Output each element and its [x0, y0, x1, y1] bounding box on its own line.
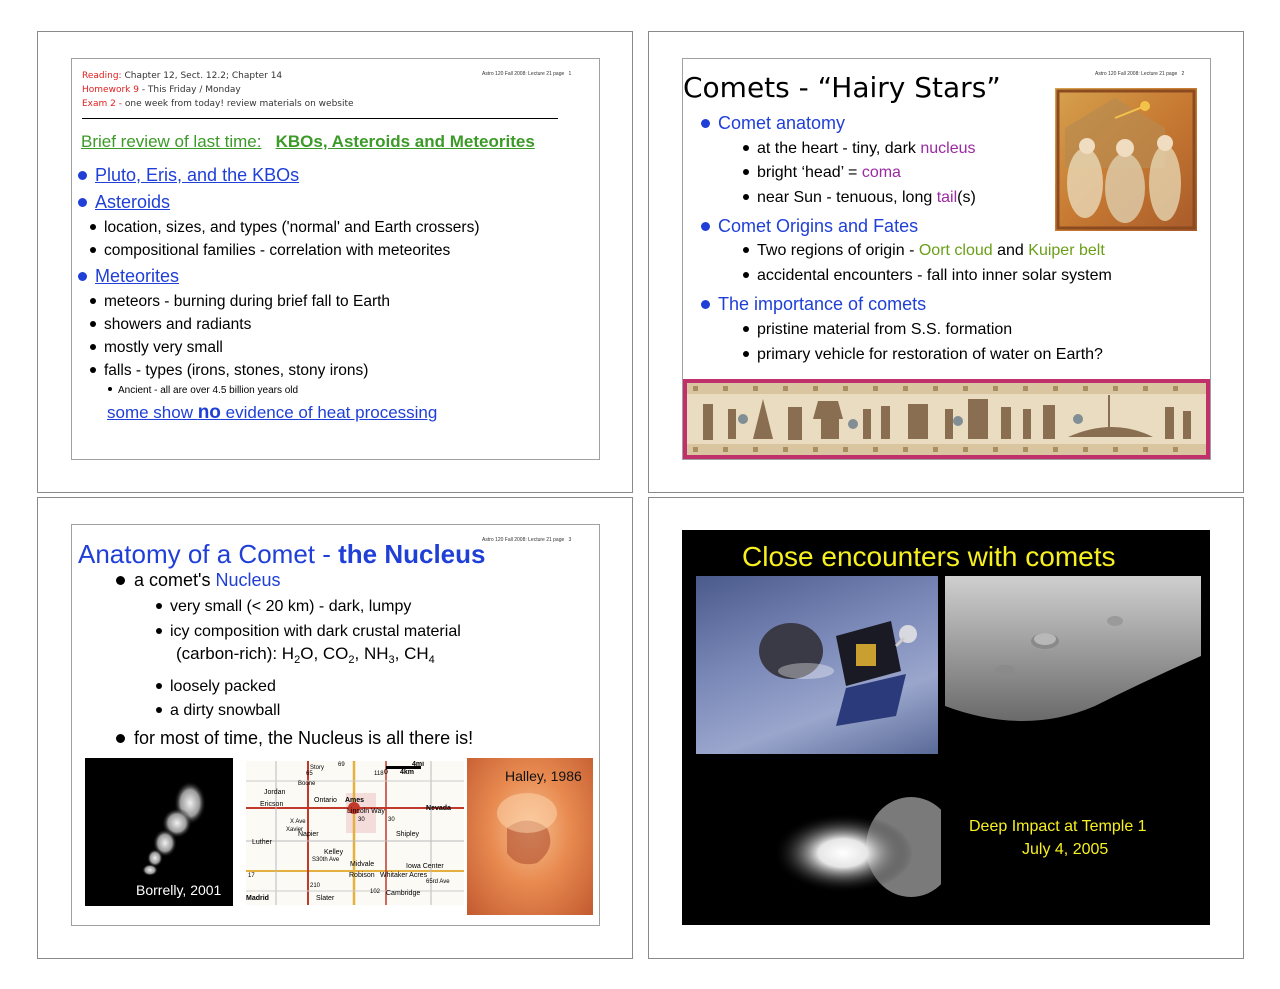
- list-item: Two regions of origin - Oort cloud and Kuiper belt: [743, 242, 1105, 260]
- lead-item: a comet's Nucleus: [116, 570, 281, 591]
- slide-title: Comets - “Hairy Stars”: [683, 71, 1001, 104]
- homework-line: [82, 85, 241, 95]
- bayeux-tapestry: [683, 379, 1210, 459]
- map-street: Boone: [298, 781, 316, 787]
- map-street: X Ave: [290, 819, 306, 825]
- reading-line: [82, 71, 282, 81]
- map-label: Luther: [252, 839, 272, 846]
- ames-map: [246, 761, 464, 905]
- spacecraft-illustration: [696, 576, 938, 754]
- homework-label: Homework 9: [82, 85, 139, 95]
- map-scale-km: 4km: [400, 769, 415, 776]
- bullet-icon: [701, 222, 710, 231]
- map-route: 65: [306, 771, 313, 777]
- course-tag-text: Astro 120 Fall 2008: Lecture 21 page: [482, 71, 565, 77]
- list-item: very small (< 20 km) - dark, lumpy: [156, 598, 411, 616]
- list-item: showers and radiants: [90, 316, 251, 334]
- list-item: mostly very small: [90, 339, 223, 357]
- list-item: location, sizes, and types ('normal' and Earth crossers): [90, 219, 480, 237]
- bullet-icon: [743, 145, 749, 151]
- sub-item: Ancient - all are over 4.5 billion years old: [108, 385, 298, 396]
- list-item: a dirty snowball: [156, 702, 280, 720]
- map-scale-zero: 0: [384, 769, 388, 776]
- list-item: icy composition with dark crustal material: [156, 623, 461, 641]
- map-label: Whitaker Acres: [380, 872, 428, 879]
- map-label: Ontario: [314, 797, 337, 804]
- list-item: compositional families - correlation with meteorites: [90, 242, 450, 260]
- review-prefix: Brief review of last time:: [81, 132, 262, 151]
- conclusion-item: for most of time, the Nucleus is all there is!: [116, 728, 473, 749]
- map-label: Kelley: [324, 849, 344, 856]
- list-item: at the heart - tiny, dark nucleus: [743, 140, 976, 158]
- bullet-icon: [116, 576, 125, 585]
- list-item: accidental encounters - fall into inner solar system: [743, 267, 1112, 285]
- bullet-icon: [743, 351, 749, 357]
- bullet-icon: [90, 247, 96, 253]
- list-item: meteors - burning during brief fall to Earth: [90, 293, 390, 311]
- review-topic: KBOs, Asteroids and Meteorites: [275, 132, 535, 151]
- exam-line: [82, 99, 354, 109]
- giotto-painting: [1055, 88, 1197, 231]
- exam-label: Exam 2 -: [82, 99, 122, 109]
- caption-line-2: July 4, 2005: [1022, 841, 1109, 858]
- map-label: Nevada: [426, 805, 451, 812]
- list-item: loosely packed: [156, 678, 276, 696]
- tempel-surface-image: [945, 576, 1201, 736]
- map-label: Napier: [298, 831, 319, 838]
- halley-image: [467, 758, 593, 915]
- slide-1: [71, 58, 600, 460]
- bullet-icon: [156, 683, 162, 689]
- bullet-icon: [743, 326, 749, 332]
- header-divider: [82, 118, 558, 119]
- bullet-icon: [701, 300, 710, 309]
- map-label: Jordan: [264, 789, 286, 796]
- evidence-line: some show no evidence of heat processing: [107, 402, 438, 423]
- heading-importance: The importance of comets: [701, 294, 926, 315]
- bullet-icon: [743, 247, 749, 253]
- map-street: S30th Ave: [312, 857, 340, 863]
- list-item: pristine material from S.S. formation: [743, 321, 1012, 339]
- page-number: 3: [568, 537, 572, 543]
- halley-caption: Halley, 1986: [505, 768, 582, 784]
- impact-flash: [761, 767, 941, 907]
- heading-origins: Comet Origins and Fates: [701, 216, 918, 237]
- map-label: Lincoln Way: [347, 808, 385, 815]
- map-label: Robison: [349, 872, 375, 879]
- map-route: 17: [248, 873, 255, 879]
- list-item: primary vehicle for restoration of water on Earth?: [743, 346, 1103, 364]
- borrelly-caption: Borrelly, 2001: [136, 882, 222, 898]
- course-tag: [482, 71, 571, 77]
- map-scale-mi: 4mi: [412, 761, 425, 768]
- slide-2: [682, 58, 1211, 460]
- exam-text: one week from today! review materials on website: [124, 99, 354, 109]
- bullet-icon: [108, 387, 112, 391]
- bullet-icon: [156, 603, 162, 609]
- map-route: 30: [358, 817, 365, 823]
- bullet-icon: [78, 171, 87, 180]
- section-title: Meteorites: [95, 266, 180, 286]
- review-heading: [81, 132, 535, 152]
- bullet-icon: [90, 367, 96, 373]
- bullet-icon: [90, 321, 96, 327]
- reading-text: Chapter 12, Sect. 12.2; Chapter 14: [124, 71, 283, 81]
- slide-4: [682, 530, 1210, 925]
- map-route: 69: [338, 762, 345, 768]
- list-item: bright ‘head’ = coma: [743, 164, 901, 182]
- course-tag: Astro 120 Fall 2008: Lecture 21 page 3: [482, 537, 572, 543]
- map-label: Slater: [316, 895, 335, 902]
- map-label: Shipley: [396, 831, 419, 838]
- map-route: 102: [370, 889, 381, 895]
- section-kbos: [78, 165, 299, 186]
- map-street: 65rd Ave: [426, 879, 450, 885]
- map-label: Iowa Center: [406, 863, 444, 870]
- impact-flash-image: [761, 767, 941, 907]
- bullet-icon: [743, 169, 749, 175]
- bullet-icon: [156, 707, 162, 713]
- section-title: Asteroids: [95, 192, 171, 212]
- borrelly-image: [85, 758, 233, 906]
- heading-anatomy: Comet anatomy: [701, 113, 845, 134]
- tempel-surface: [945, 576, 1201, 736]
- map-street: Xavier: [286, 827, 304, 833]
- reading-label: Reading:: [82, 71, 122, 81]
- homework-text: - This Friday / Monday: [141, 85, 241, 95]
- map-label: Ames: [345, 797, 365, 804]
- formula-line: (carbon-rich): $H_2O$, $CO_2$, $NH_3$, $CH_4$: [176, 644, 435, 666]
- list-item: falls - types (irons, stones, stony irons): [90, 362, 368, 380]
- map-route: 210: [310, 883, 321, 889]
- slide-3: [71, 524, 600, 926]
- slide-title: Anatomy of a Comet - the Nucleus: [78, 539, 486, 569]
- map-label: Midvale: [350, 861, 375, 868]
- section-title: Pluto, Eris, and the KBOs: [95, 165, 300, 185]
- map-route: 118: [374, 771, 384, 777]
- bullet-icon: [90, 298, 96, 304]
- bullet-icon: [743, 194, 749, 200]
- bullet-icon: [78, 198, 87, 207]
- map-label: Cambridge: [386, 890, 421, 897]
- page-number: 2: [1181, 71, 1185, 77]
- map-route: 30: [388, 817, 395, 823]
- bullet-icon: [78, 272, 87, 281]
- section-meteorites: [78, 266, 179, 287]
- bullet-icon: [701, 119, 710, 128]
- bullet-icon: [116, 734, 125, 743]
- map-label: Ericson: [260, 801, 284, 808]
- course-tag: Astro 120 Fall 2008: Lecture 21 page 2: [1095, 71, 1185, 77]
- map-label: Madrid: [246, 895, 269, 902]
- slide-title: Close encounters with comets: [742, 541, 1116, 572]
- bullet-icon: [743, 272, 749, 278]
- bullet-icon: [156, 628, 162, 634]
- bullet-icon: [90, 224, 96, 230]
- list-item: near Sun - tenuous, long tail(s): [743, 189, 976, 207]
- page-number: 1: [568, 71, 572, 77]
- bullet-icon: [90, 344, 96, 350]
- caption-line-1: Deep Impact at Temple 1: [969, 818, 1147, 835]
- map-street: Story: [310, 765, 325, 771]
- section-asteroids: [78, 192, 170, 213]
- deep-impact-spacecraft-image: [696, 576, 938, 754]
